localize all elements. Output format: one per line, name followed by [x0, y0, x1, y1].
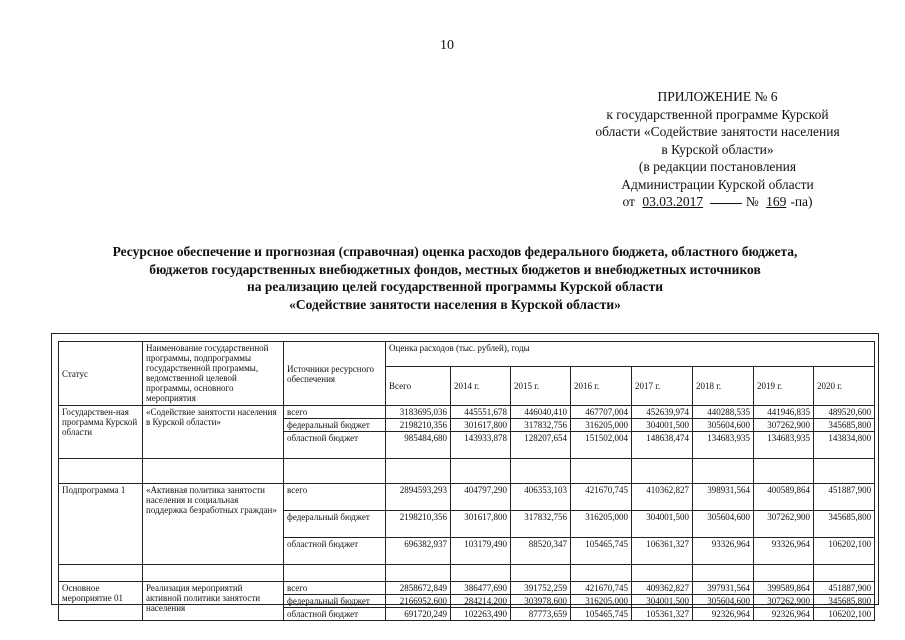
- year-value-cell: 106202,100: [814, 608, 875, 621]
- year-value-cell: 452639,974: [632, 406, 693, 419]
- spacer-cell: [693, 459, 754, 484]
- spacer-cell: [386, 565, 451, 582]
- year-value-cell: 102263,490: [451, 608, 511, 621]
- spacer-cell: [814, 459, 875, 484]
- table-row: [59, 582, 875, 595]
- spacer-cell: [754, 565, 814, 582]
- program-name-cell: «Активная политика занятости населения и социальная поддержка безработных граждан»: [143, 484, 284, 565]
- total-value-cell: 2166952,600: [386, 595, 451, 608]
- year-value-cell: 106361,327: [632, 538, 693, 565]
- group-spacer-row: [59, 459, 875, 484]
- spacer-cell: [59, 459, 143, 484]
- table-row: [59, 406, 875, 419]
- resolution-number: 169: [766, 194, 787, 209]
- spacer-cell: [143, 565, 284, 582]
- title-line: Ресурсное обеспечение и прогнозная (справочная) оценка расходов федерального бюджета, областного бюджета,: [112, 244, 798, 259]
- year-value-cell: 451887,900: [814, 484, 875, 511]
- header-status: Статус: [59, 342, 143, 406]
- year-value-cell: 345685,800: [814, 419, 875, 432]
- spacer-cell: [511, 459, 571, 484]
- year-value-cell: 451887,900: [814, 582, 875, 595]
- year-value-cell: 128207,654: [511, 432, 571, 459]
- header-name: Наименование государственной программы, подпрограммы государственной программы, ведомственной целевой программы, основного мероприятия: [143, 342, 284, 406]
- year-value-cell: 105465,745: [571, 608, 632, 621]
- year-value-cell: 316205,000: [571, 419, 632, 432]
- title-line: бюджетов государственных внебюджетных фондов, местных бюджетов и внебюджетных источников: [149, 261, 761, 277]
- spacer-cell: [632, 565, 693, 582]
- year-value-cell: 317832,756: [511, 419, 571, 432]
- year-value-cell: 386477,690: [451, 582, 511, 595]
- year-value-cell: 301617,800: [451, 419, 511, 432]
- year-value-cell: 103179,490: [451, 538, 511, 565]
- table-row: [59, 484, 875, 511]
- year-value-cell: 148638,474: [632, 432, 693, 459]
- appendix-line: Администрации Курской области: [621, 176, 814, 192]
- year-value-cell: 87773,659: [511, 608, 571, 621]
- year-value-cell: 445551,678: [451, 406, 511, 419]
- resolution-date: 03.03.2017: [642, 194, 704, 209]
- year-value-cell: 143834,800: [814, 432, 875, 459]
- spacer-cell: [571, 565, 632, 582]
- total-value-cell: 985484,680: [386, 432, 451, 459]
- year-value-cell: 134683,935: [754, 432, 814, 459]
- year-value-cell: 316205,000: [571, 595, 632, 608]
- year-value-cell: 88520,347: [511, 538, 571, 565]
- year-value-cell: 151502,004: [571, 432, 632, 459]
- year-value-cell: 399589,864: [754, 582, 814, 595]
- header-row: [59, 342, 875, 367]
- year-value-cell: 307262,900: [754, 419, 814, 432]
- year-value-cell: 345685,800: [814, 595, 875, 608]
- year-value-cell: 92326,964: [693, 608, 754, 621]
- title-line: «Содействие занятости населения в Курской области»: [289, 296, 621, 312]
- spacer-cell: [284, 565, 386, 582]
- source-cell: всего: [284, 484, 386, 511]
- appendix-line: ПРИЛОЖЕНИЕ № 6: [657, 89, 778, 104]
- year-value-cell: 345685,800: [814, 511, 875, 538]
- year-value-cell: 143933,878: [451, 432, 511, 459]
- year-value-cell: 391752,259: [511, 582, 571, 595]
- year-value-cell: 441946,835: [754, 406, 814, 419]
- year-value-cell: 301617,800: [451, 511, 511, 538]
- document-title: [40, 243, 870, 313]
- year-value-cell: 134683,935: [693, 432, 754, 459]
- year-value-cell: 410362,827: [632, 484, 693, 511]
- year-value-cell: 440288,535: [693, 406, 754, 419]
- total-value-cell: 3183695,036: [386, 406, 451, 419]
- year-value-cell: 106202,100: [814, 538, 875, 565]
- year-value-cell: 305604,600: [693, 419, 754, 432]
- spacer-cell: [754, 459, 814, 484]
- title-line: на реализацию целей государственной программы Курской области: [246, 279, 664, 294]
- source-cell: областной бюджет: [284, 538, 386, 565]
- total-value-cell: 2858672,849: [386, 582, 451, 595]
- year-value-cell: 421670,745: [571, 484, 632, 511]
- year-value-cell: 446040,410: [511, 406, 571, 419]
- program-name-cell: Реализация мероприятий активной политики занятости населения: [143, 582, 284, 621]
- source-cell: всего: [284, 406, 386, 419]
- source-cell: областной бюджет: [284, 432, 386, 459]
- year-value-cell: 316205,000: [571, 511, 632, 538]
- year-value-cell: 406353,103: [511, 484, 571, 511]
- year-value-cell: 304001,500: [632, 511, 693, 538]
- year-value-cell: 105465,745: [571, 538, 632, 565]
- total-value-cell: 691720,249: [386, 608, 451, 621]
- spacer-cell: [386, 459, 451, 484]
- appendix-date-line: [560, 193, 875, 211]
- total-value-cell: 696382,937: [386, 538, 451, 565]
- header-year: 2019 г.: [754, 367, 814, 406]
- appendix-line: в Курской области»: [661, 141, 774, 157]
- year-value-cell: 92326,964: [754, 608, 814, 621]
- year-value-cell: 105361,327: [632, 608, 693, 621]
- date-prefix: от: [622, 194, 635, 209]
- source-cell: областной бюджет: [284, 608, 386, 621]
- appendix-line: области «Содействие занятости населения: [595, 124, 840, 139]
- header-year: 2016 г.: [571, 367, 632, 406]
- spacer-cell: [693, 565, 754, 582]
- year-value-cell: 421670,745: [571, 582, 632, 595]
- spacer-cell: [632, 459, 693, 484]
- date-underline: [710, 202, 742, 204]
- header-year: 2015 г.: [511, 367, 571, 406]
- header-year: 2014 г.: [451, 367, 511, 406]
- header-estimate: Оценка расходов (тыс. рублей), годы: [386, 342, 875, 367]
- header-sources: Источники ресурсного обеспечения: [284, 342, 386, 406]
- header-year-total: Всего: [386, 367, 451, 406]
- status-cell: Основное мероприятие 01: [59, 582, 143, 621]
- total-value-cell: 2198210,356: [386, 419, 451, 432]
- year-value-cell: 307262,900: [754, 595, 814, 608]
- year-value-cell: 304001,500: [632, 595, 693, 608]
- budget-table: [58, 341, 875, 621]
- group-spacer-row: [59, 565, 875, 582]
- year-value-cell: 409362,827: [632, 582, 693, 595]
- number-suffix: -па): [790, 194, 813, 209]
- source-cell: федеральный бюджет: [284, 419, 386, 432]
- year-value-cell: 467707,004: [571, 406, 632, 419]
- spacer-cell: [451, 459, 511, 484]
- year-value-cell: 305604,600: [693, 595, 754, 608]
- status-cell: Государствен-ная программа Курской области: [59, 406, 143, 459]
- year-value-cell: 303978,600: [511, 595, 571, 608]
- year-value-cell: 400589,864: [754, 484, 814, 511]
- year-value-cell: 307262,900: [754, 511, 814, 538]
- header-year: 2020 г.: [814, 367, 875, 406]
- spacer-cell: [451, 565, 511, 582]
- year-value-cell: 404797,290: [451, 484, 511, 511]
- year-value-cell: 398931,564: [693, 484, 754, 511]
- year-value-cell: 397931,564: [693, 582, 754, 595]
- total-value-cell: 2894593,293: [386, 484, 451, 511]
- header-year: 2018 г.: [693, 367, 754, 406]
- spacer-cell: [59, 565, 143, 582]
- year-value-cell: 93326,964: [693, 538, 754, 565]
- total-value-cell: 2198210,356: [386, 511, 451, 538]
- spacer-cell: [143, 459, 284, 484]
- year-value-cell: 304001,500: [632, 419, 693, 432]
- source-cell: федеральный бюджет: [284, 595, 386, 608]
- spacer-cell: [511, 565, 571, 582]
- year-value-cell: 284214,200: [451, 595, 511, 608]
- spacer-cell: [284, 459, 386, 484]
- source-cell: федеральный бюджет: [284, 511, 386, 538]
- program-name-cell: «Содействие занятости населения в Курской области»: [143, 406, 284, 459]
- year-value-cell: 305604,600: [693, 511, 754, 538]
- appendix-line: к государственной программе Курской: [606, 106, 829, 122]
- number-prefix: №: [745, 194, 759, 209]
- source-cell: всего: [284, 582, 386, 595]
- spacer-cell: [814, 565, 875, 582]
- year-value-cell: 317832,756: [511, 511, 571, 538]
- appendix-line: (в редакции постановления: [638, 159, 797, 174]
- status-cell: Подпрограмма 1: [59, 484, 143, 565]
- year-value-cell: 93326,964: [754, 538, 814, 565]
- page-number: 10: [440, 38, 454, 53]
- header-year: 2017 г.: [632, 367, 693, 406]
- appendix-header: [560, 88, 875, 211]
- year-value-cell: 489520,600: [814, 406, 875, 419]
- spacer-cell: [571, 459, 632, 484]
